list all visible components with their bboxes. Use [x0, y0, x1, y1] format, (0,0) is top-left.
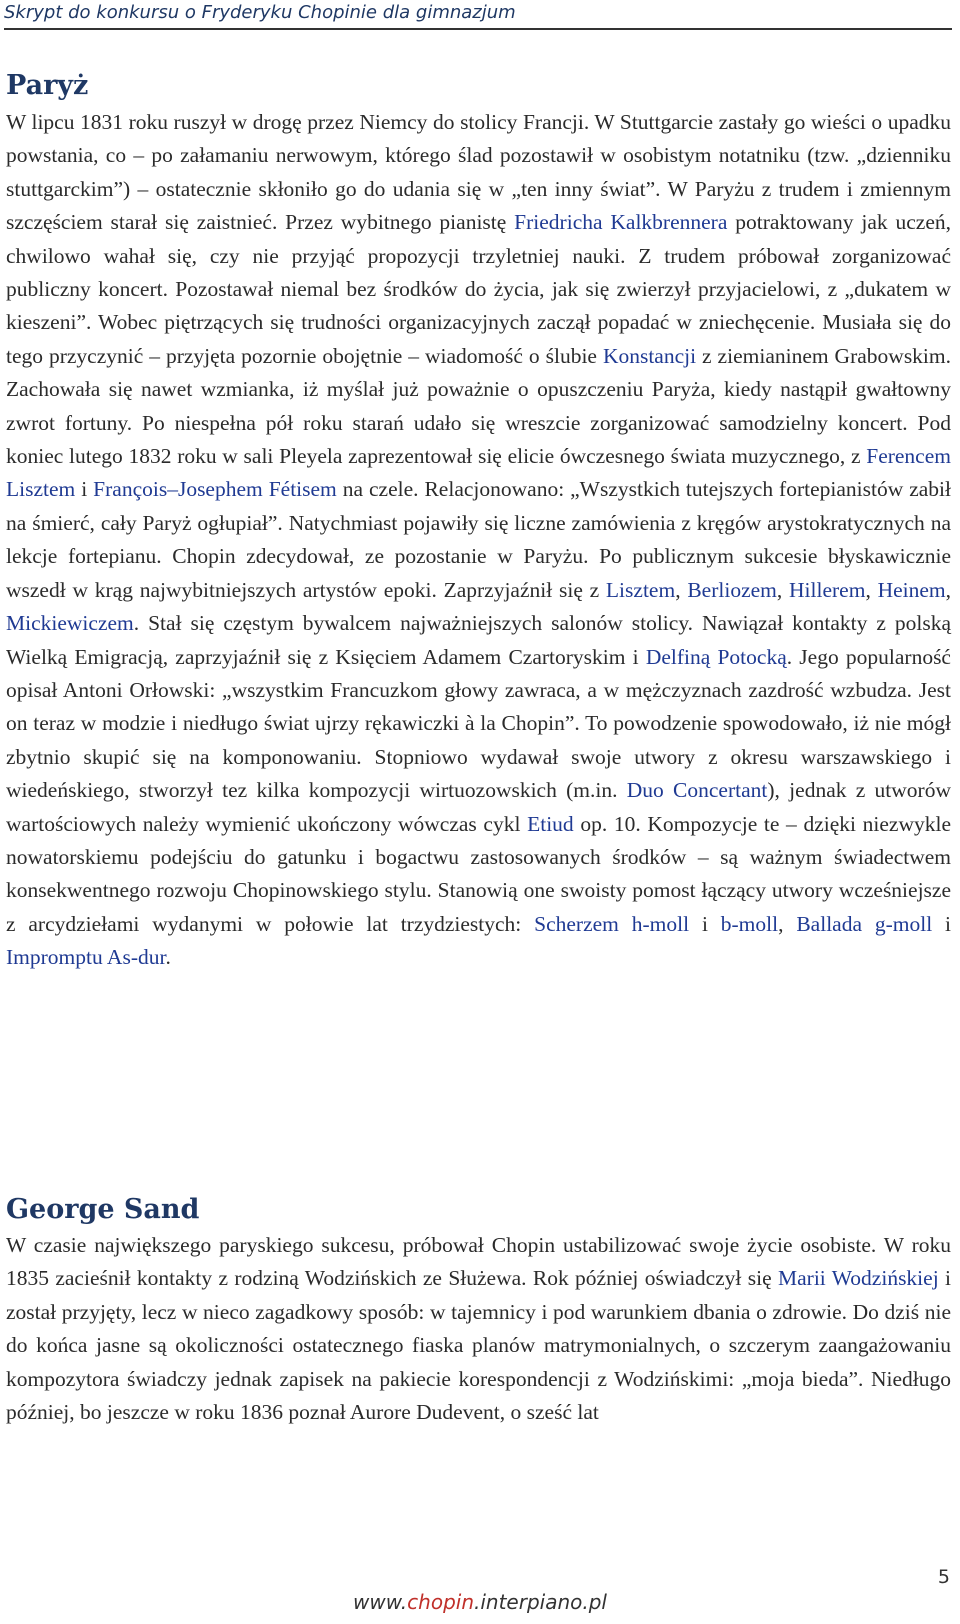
inline-link[interactable]: Heinem — [877, 577, 946, 602]
paragraph-george-sand — [6, 1229, 951, 1429]
footer-url-prefix: www. — [353, 1590, 408, 1614]
paragraph-text: z ziemianinem Grabowskim. Zachowała się nawet wzmianka, iż myślał już poważnie o opuszczeniu Paryża, kiedy nastąpił gwałtowny zwrot fortuny. Po niespełna pół roku starań udało się wreszcie zorganizować samodzielny koncert. Pod koniec lutego 1832 roku w sali Pleyela zaprezentował się elicie ówczesnego świata muzycznego, z — [6, 343, 952, 469]
page-number: 5 — [937, 1566, 950, 1588]
inline-link[interactable]: Berliozem — [687, 577, 777, 602]
paragraph-text: W czasie największego paryskiego sukcesu, próbował Chopin ustabilizować swoje życie osobiste. W roku 1835 zacieśnił kontakty z rodziną Wodzińskich ze Służewa. Rok później oświadczył się — [6, 1233, 951, 1291]
inline-link[interactable]: Duo Concertant — [626, 778, 768, 803]
inline-link[interactable]: François–Josephem Fétisem — [93, 477, 337, 502]
paragraph-text: . Stał się częstym bywalcem najważniejszych salonów stolicy. Nawiązał kontakty z polską Wielką Emigracją, zaprzyjaźnił się z Księciem Adamem Czartoryskim i — [6, 611, 951, 669]
paragraph-text: i został przyjęty, lecz w nieco zagadkowy sposób: w tajemnicy i pod warunkiem dbania o zdrowie. Do dziś nie do końca jasne są okoliczności ostatecznego fiaska planów matrymonialnych, o szczerym zaangażowaniu kompozytora świadczy jednak zapisek na pakiecie korespondencji z Wodzińskimi: „moja bieda”. Niedługo później, bo jeszcze w roku 1836 poznał Aurore Dudevent, o sześć lat — [6, 1266, 951, 1425]
paragraph-text: , — [776, 577, 790, 602]
paragraph-text: ), jednak z utworów wartościowych należy wymienić ukończony wówczas cykl — [6, 778, 951, 836]
paragraph-text: . — [165, 945, 171, 970]
inline-link[interactable]: Hillerem — [789, 577, 866, 602]
paragraph-text: W lipcu 1831 roku ruszył w drogę przez Niemcy do stolicy Francji. W Stuttgarcie zastały go wieści o upadku powstania, co – po załamaniu nerwowym, którego ślad pozostawił w osobistym notatniku (tzw. „dzienniku stuttgarckim”) – ostatecznie skłoniło go do udania się w „ten inny świat”. W Paryżu z trudem i zmiennym szczęściem starał się zaistnieć. Przez wybitnego pianistę — [6, 110, 951, 235]
paragraph-text: potraktowany jak uczeń, chwilowo wahał się, czy nie przyjąć propozycji trzyletniej nauki. Z trudem próbował zorganizować publiczny koncert. Pozostawał niemal bez środków do życia, jak się zwierzył przyjacielowi, z „dukatem w kieszeni”. Wobec piętrzących się trudności organizacyjnych zaczął popadać w zniechęcenie. Musiała się do tego przyczynić – przyjęta pozornie obojętnie – wiadomość o ślubie — [6, 210, 951, 368]
inline-link[interactable]: Ferencem Lisztem — [6, 444, 951, 502]
paragraph-text: na czele. Relacjonowano: „Wszystkich tutejszych fortepianistów zabił na śmierć, cały Paryż ogłupiał”. Natychmiast pojawiły się liczne zamówienia z kręgów arystokratycznych na lekcje fortepianu. Chopin zdecydował, ze pozostanie w Paryżu. Po publicznym sukcesie błyskawicznie wszedł w krąg najwybitniejszych artystów epoki. Zaprzyjaźnił się z — [6, 477, 951, 602]
footer-url-highlight: chopin — [407, 1590, 474, 1614]
section-title-george-sand: George Sand — [6, 1194, 200, 1225]
paragraph-text: , — [675, 577, 688, 602]
paragraph-text: , — [778, 911, 797, 936]
page-header: Skrypt do konkursu o Fryderyku Chopinie dla gimnazjum — [4, 0, 952, 30]
inline-link[interactable]: Ballada g-moll — [796, 911, 933, 936]
paragraph-text: i — [75, 477, 94, 502]
paragraph-text: i — [689, 911, 721, 936]
inline-link[interactable]: Marii Wodzińskiej — [778, 1266, 939, 1291]
paragraph-text: , — [945, 577, 952, 602]
paragraph-text: i — [932, 911, 952, 936]
footer-url[interactable] — [0, 1590, 960, 1614]
inline-link[interactable]: Konstancji — [602, 343, 697, 368]
inline-link[interactable]: Friedricha Kalkbrennera — [514, 210, 728, 235]
inline-link[interactable]: b-moll — [720, 911, 779, 936]
paragraph-text: . Jego popularność opisał Antoni Orłowski: „wszystkim Francuzkom głowy zawraca, a w mężczyznach zazdrość wzbudza. Jest on teraz w modzie i niedługo świat ujrzy rękawiczki à la Chopin”. To powodzenie spowodowało, iż nie mógł zbytnio skupić się na komponowaniu. Stopniowo wydawał swoje utwory z okresu warszawskiego i wiedeńskiego, stworzył tez kilka kompozycji wirtuozowskich (m.in. — [6, 644, 951, 803]
paragraph-text: , — [865, 577, 878, 602]
paragraph-text: op. 10. Kompozycje te – dzięki niezwykle nowatorskiemu podejściu do gatunku i bogactwu zastosowanych środków – są ważnym świadectwem konsekwentnego rozwoju Chopinowskiego stylu. Stanowią one swoisty pomost łączący utwory wcześniejsze z arcydziełami wydanymi w połowie lat trzydziestych: — [6, 811, 951, 936]
paragraph-paryz — [6, 106, 951, 975]
inline-link[interactable]: Etiud — [527, 811, 574, 836]
inline-link[interactable]: Mickiewiczem — [6, 611, 134, 636]
inline-link[interactable]: Scherzem h-moll — [534, 911, 690, 936]
inline-link[interactable]: Delfiną Potocką — [645, 644, 787, 669]
inline-link[interactable]: Impromptu As-dur — [6, 945, 166, 970]
section-title-paryz: Paryż — [6, 70, 89, 101]
inline-link[interactable]: Lisztem — [605, 577, 676, 602]
footer-url-suffix: .interpiano.pl — [474, 1590, 607, 1614]
